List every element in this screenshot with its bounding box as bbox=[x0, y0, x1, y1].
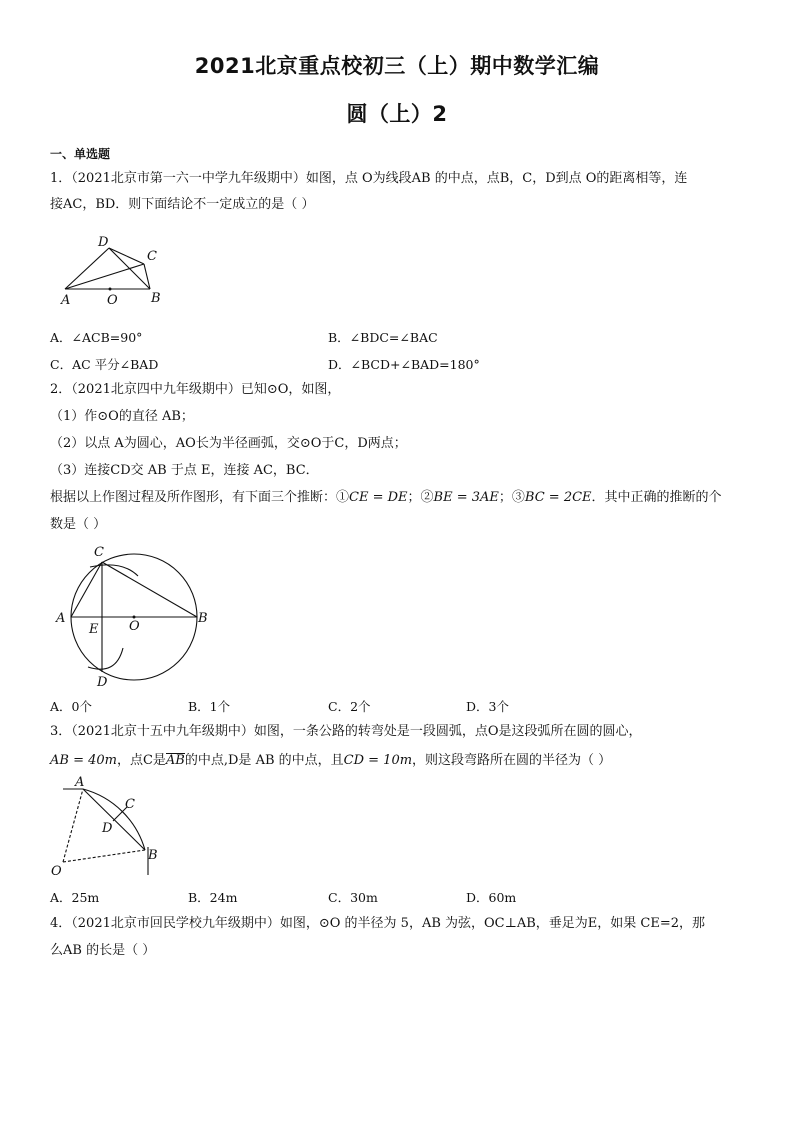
q2-expr-1: CE = DE bbox=[349, 490, 408, 505]
q2-stem-line-b: 数是（ ） bbox=[50, 517, 107, 532]
q2-option-c[interactable]: C．2个 bbox=[328, 699, 371, 714]
q1-figure bbox=[55, 228, 185, 310]
q3-label-d: D bbox=[102, 821, 113, 836]
q3-label-o: O bbox=[51, 864, 62, 879]
q2-label-b: B bbox=[198, 611, 208, 626]
q2-sep-1: ；② bbox=[407, 490, 434, 505]
q3-label-a: A bbox=[75, 775, 85, 790]
q2-step2: （2）以点 A为圆心，AO长为半径画弧，交⊙O于C，D两点； bbox=[50, 436, 407, 451]
section-heading: 一、单选题 bbox=[50, 147, 111, 161]
q2-expr-3: BC = 2CE bbox=[524, 490, 592, 505]
q2-label-e: E bbox=[89, 622, 99, 637]
q3-text-mid2: 的中点,D是 AB 的中点，且 bbox=[184, 753, 344, 768]
q3-expr-ab: AB = 40m bbox=[50, 753, 117, 768]
q3-stem-line2 bbox=[50, 752, 611, 770]
q2-figure bbox=[50, 540, 220, 692]
q4-stem-line1: 4．（2021北京市回民学校九年级期中）如图，⊙O 的半径为 5，AB 为弦，OC⊥AB，垂足为E，如果 CE=2，那 bbox=[50, 916, 706, 931]
q3-expr-cd: CD = 10m bbox=[343, 753, 413, 768]
q1-label-d: D bbox=[98, 235, 109, 250]
q1-label-o: O bbox=[107, 293, 118, 308]
q2-arc-lower bbox=[88, 648, 123, 669]
q2-segment-bc bbox=[102, 562, 197, 617]
q3-figure bbox=[45, 775, 175, 880]
q2-inference-tail: ．其中正确的推断的个 bbox=[591, 490, 722, 505]
q1-label-c: C bbox=[147, 249, 157, 264]
q2-inference-line bbox=[50, 489, 722, 507]
q1-option-c[interactable]: C．AC 平分∠BAD bbox=[50, 357, 159, 372]
q3-stem-line1: 3．（2021北京十五中九年级期中）如图，一条公路的转弯处是一段圆弧，点O是这段弧所在圆的圆心， bbox=[50, 724, 642, 739]
q3-text-mid1: ，点C是 bbox=[116, 753, 166, 768]
q2-stem-line1: 2．（2021北京四中九年级期中）已知⊙O，如图， bbox=[50, 382, 341, 397]
q1-label-b: B bbox=[151, 291, 161, 306]
q2-step1: （1）作⊙O的直径 AB； bbox=[50, 409, 194, 424]
page-subtitle: 圆（上）2 bbox=[346, 102, 448, 126]
q3-radius-ob bbox=[63, 850, 145, 862]
q2-step3: （3）连接CD交 AB 于点 E，连接 AC，BC． bbox=[50, 463, 319, 478]
q2-label-c: C bbox=[94, 545, 104, 560]
q1-label-a: A bbox=[61, 293, 71, 308]
q3-option-b[interactable]: B．24m bbox=[188, 890, 238, 905]
q2-inference-lead: 根据以上作图过程及所作图形，有下面三个推断：① bbox=[50, 490, 350, 505]
q2-label-o: O bbox=[129, 619, 140, 634]
q1-point-o bbox=[109, 288, 112, 291]
q1-option-d[interactable]: D．∠BCD+∠BAD=180° bbox=[328, 357, 480, 372]
q1-segment-dc bbox=[109, 248, 144, 264]
page-title: 2021北京重点校初三（上）期中数学汇编 bbox=[194, 54, 600, 78]
q1-segment-db bbox=[109, 248, 150, 289]
q3-option-a[interactable]: A．25m bbox=[50, 890, 100, 905]
q1-segment-ad bbox=[65, 248, 109, 289]
q4-stem-line2: 么AB 的长是（ ） bbox=[50, 943, 156, 958]
q3-radius-oa bbox=[63, 789, 83, 862]
q1-stem-line2: 接AC，BD．则下面结论不一定成立的是（ ） bbox=[50, 197, 315, 212]
q3-option-c[interactable]: C．30m bbox=[328, 890, 378, 905]
q3-label-b: B bbox=[148, 848, 158, 863]
q2-sep-2: ；③ bbox=[498, 490, 525, 505]
q2-label-a: A bbox=[56, 611, 66, 626]
q2-expr-2: BE = 3AE bbox=[433, 490, 499, 505]
q2-segment-ac bbox=[71, 562, 102, 617]
q1-segment-ac bbox=[65, 264, 144, 289]
q3-text-mid3: ，则这段弯路所在圆的半径为（ ） bbox=[412, 753, 612, 768]
q2-option-a[interactable]: A．0个 bbox=[50, 699, 92, 714]
q2-option-d[interactable]: D．3个 bbox=[466, 699, 509, 714]
q3-label-c: C bbox=[125, 797, 135, 812]
q1-stem-line1: 1．（2021北京市第一六一中学九年级期中）如图，点 O为线段AB 的中点，点B，C，D到点 O的距离相等，连 bbox=[50, 171, 688, 186]
q3-option-d[interactable]: D．60m bbox=[466, 890, 517, 905]
q2-label-d: D bbox=[97, 675, 108, 690]
q1-option-b[interactable]: B．∠BDC=∠BAC bbox=[328, 330, 438, 345]
q3-arc-ab: AB bbox=[165, 753, 185, 768]
q2-option-b[interactable]: B．1个 bbox=[188, 699, 231, 714]
q1-option-a[interactable]: A．∠ACB=90° bbox=[50, 330, 143, 345]
